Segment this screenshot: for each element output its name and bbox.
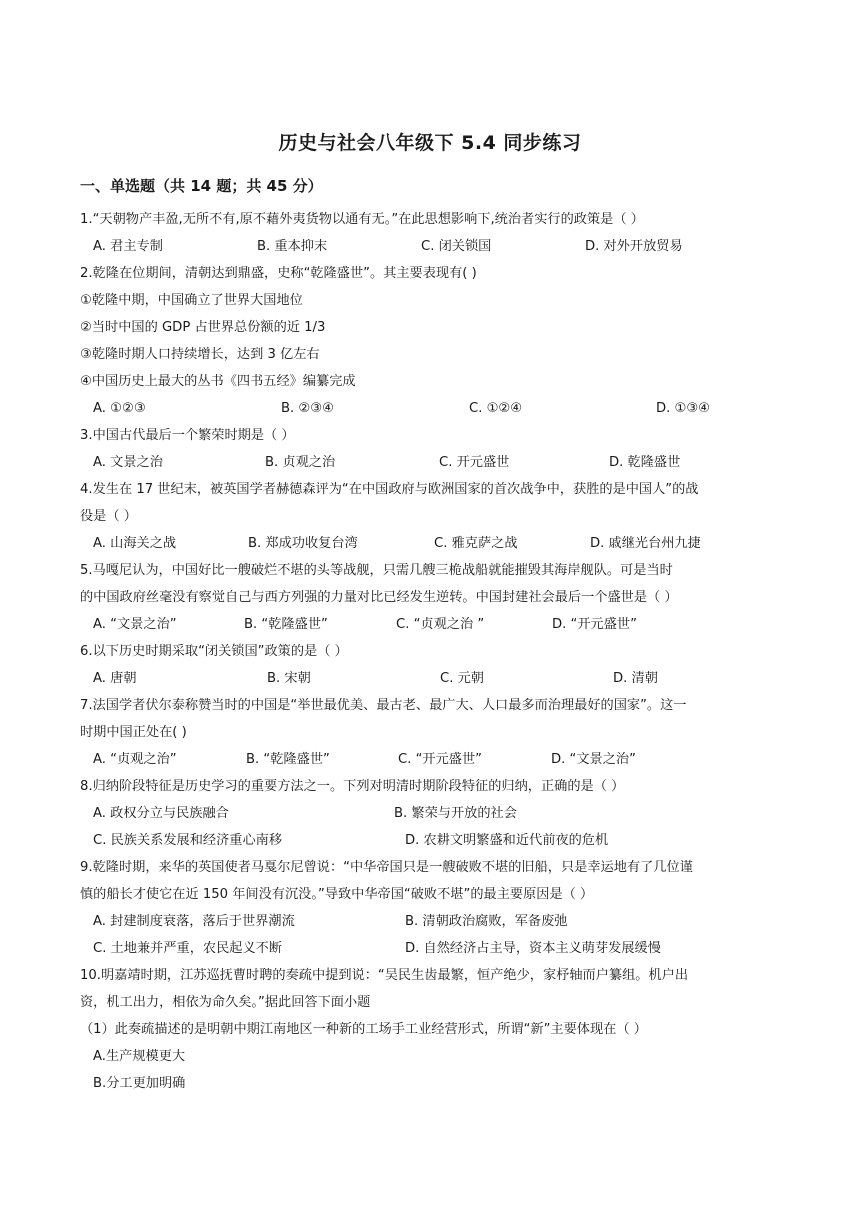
q8-option-d[interactable]: D. 农耕文明繁盛和近代前夜的危机 — [405, 833, 609, 848]
q6-option-a[interactable]: A. 唐朝 — [93, 671, 137, 686]
question-4-options — [93, 534, 793, 554]
q4-option-b[interactable]: B. 郑成功收复台湾 — [248, 536, 358, 551]
q2-statement-2: ②当时中国的 GDP 占世界总份额的近 1/3 — [80, 320, 326, 335]
q1-option-b[interactable]: B. 重本抑末 — [257, 239, 328, 254]
q7-option-d[interactable]: D. “文景之治” — [551, 752, 636, 767]
q7-option-c[interactable]: C. “开元盛世” — [398, 752, 483, 767]
question-3-stem: 3.中国古代最后一个繁荣时期是（ ） — [80, 428, 295, 443]
question-10-subquestion-1: （1）此奏疏描述的是明朝中期江南地区一种新的工场手工业经营形式，所谓“新”主要体现在（ ） — [80, 1022, 647, 1037]
q4-option-c[interactable]: C. 雅克萨之战 — [434, 536, 518, 551]
question-10-stem-line-2: 资，机工出力，相依为命久矣。”据此回答下面小题 — [80, 995, 371, 1010]
question-1-options — [93, 237, 793, 257]
question-4-stem-line-2: 役是（ ） — [80, 509, 137, 524]
q3-option-a[interactable]: A. 文景之治 — [93, 455, 163, 470]
question-7-stem-line-2: 时期中国正处在( ) — [80, 725, 187, 740]
q5-option-c[interactable]: C. “贞观之治 ” — [396, 617, 485, 632]
question-8-options-row-2 — [93, 831, 793, 851]
q6-option-b[interactable]: B. 宋朝 — [267, 671, 311, 686]
q2-statement-3: ③乾隆时期人口持续增长，达到 3 亿左右 — [80, 347, 320, 362]
q1-option-d[interactable]: D. 对外开放贸易 — [585, 239, 683, 254]
question-6-stem: 6.以下历史时期采取“闭关锁国”政策的是（ ） — [80, 644, 348, 659]
q3-option-b[interactable]: B. 贞观之治 — [265, 455, 336, 470]
question-1-stem: 1.“天朝物产丰盈,无所不有,原不藉外夷货物以通有无。”在此思想影响下,统治者实行的政策是（ ） — [80, 212, 644, 227]
q9-option-c[interactable]: C. 土地兼并严重，农民起义不断 — [93, 941, 283, 956]
question-8-options-row-1 — [93, 804, 793, 824]
q2-option-b[interactable]: B. ②③④ — [281, 401, 334, 416]
question-10-stem-line-1: 10.明嘉靖时期，江苏巡抚曹时聘的奏疏中提到说：“吴民生齿最繁，恒产绝少，家杼轴而户纂组。机户出 — [80, 968, 689, 983]
page-title: 历史与社会八年级下 5.4 同步练习 — [278, 132, 582, 154]
question-9-stem-line-1: 9.乾隆时期，来华的英国使者马戛尔尼曾说：“中华帝国只是一艘破败不堪的旧船，只是幸运地有了几位谨 — [80, 860, 693, 875]
q6-option-c[interactable]: C. 元朝 — [440, 671, 484, 686]
q9-option-d[interactable]: D. 自然经济占主导，资本主义萌芽发展缓慢 — [405, 941, 661, 956]
q2-option-a[interactable]: A. ①②③ — [93, 401, 146, 416]
question-5-stem-line-1: 5.马嘎尼认为，中国好比一艘破烂不堪的头等战舰，只需几艘三桅战船就能摧毁其海岸舰队。可是当时 — [80, 563, 673, 578]
q4-option-d[interactable]: D. 戚继光台州九捷 — [590, 536, 701, 551]
q8-option-b[interactable]: B. 繁荣与开放的社会 — [394, 806, 517, 821]
q5-option-a[interactable]: A. “文景之治” — [93, 617, 177, 632]
q6-option-d[interactable]: D. 清朝 — [613, 671, 658, 686]
q9-option-b[interactable]: B. 清朝政治腐败，军备废弛 — [405, 914, 568, 929]
q3-option-c[interactable]: C. 开元盛世 — [439, 455, 510, 470]
q1-option-c[interactable]: C. 闭关锁国 — [421, 239, 492, 254]
question-7-options — [93, 750, 793, 770]
question-3-options — [93, 453, 793, 473]
q8-option-c[interactable]: C. 民族关系发展和经济重心南移 — [93, 833, 283, 848]
question-7-stem-line-1: 7.法国学者伏尔泰称赞当时的中国是“举世最优美、最古老、最广大、人口最多而治理最好的国家”。这一 — [80, 698, 687, 713]
question-6-options — [93, 669, 793, 689]
q10-option-b[interactable]: B.分工更加明确 — [93, 1076, 186, 1091]
q7-option-b[interactable]: B. “乾隆盛世” — [246, 752, 330, 767]
question-2-options — [93, 399, 793, 419]
q5-option-d[interactable]: D. “开元盛世” — [552, 617, 637, 632]
q2-statement-1: ①乾隆中期，中国确立了世界大国地位 — [80, 293, 303, 308]
q2-statement-4: ④中国历史上最大的丛书《四书五经》编纂完成 — [80, 374, 356, 389]
q2-option-c[interactable]: C. ①②④ — [469, 401, 523, 416]
section-heading: 一、单选题（共 14 题；共 45 分） — [80, 177, 323, 195]
q7-option-a[interactable]: A. “贞观之治” — [93, 752, 177, 767]
question-5-stem-line-2: 的中国政府丝毫没有察觉自己与西方列强的力量对比已经发生逆转。中国封建社会最后一个盛世是（ ） — [80, 590, 678, 605]
question-5-options — [93, 615, 793, 635]
q5-option-b[interactable]: B. “乾隆盛世” — [244, 617, 328, 632]
q8-option-a[interactable]: A. 政权分立与民族融合 — [93, 806, 229, 821]
question-4-stem-line-1: 4.发生在 17 世纪末，被英国学者赫德森评为“在中国政府与欧洲国家的首次战争中，获胜的是中国人”的战 — [80, 482, 699, 497]
question-2-stem: 2.乾隆在位期间，清朝达到鼎盛，史称“乾隆盛世”。其主要表现有( ) — [80, 266, 477, 281]
q10-option-a[interactable]: A.生产规模更大 — [93, 1049, 186, 1064]
question-9-options-row-1 — [93, 912, 793, 932]
q3-option-d[interactable]: D. 乾隆盛世 — [609, 455, 681, 470]
question-9-stem-line-2: 慎的船长才使它在近 150 年间没有沉没。”导致中华帝国“破败不堪”的最主要原因是（ ） — [80, 887, 594, 902]
q1-option-a[interactable]: A. 君主专制 — [93, 239, 163, 254]
q9-option-a[interactable]: A. 封建制度衰落，落后于世界潮流 — [93, 914, 295, 929]
q4-option-a[interactable]: A. 山海关之战 — [93, 536, 177, 551]
q2-option-d[interactable]: D. ①③④ — [656, 401, 711, 416]
question-8-stem: 8.归纳阶段特征是历史学习的重要方法之一。下列对明清时期阶段特征的归纳，正确的是（ ） — [80, 779, 625, 794]
question-9-options-row-2 — [93, 939, 793, 959]
